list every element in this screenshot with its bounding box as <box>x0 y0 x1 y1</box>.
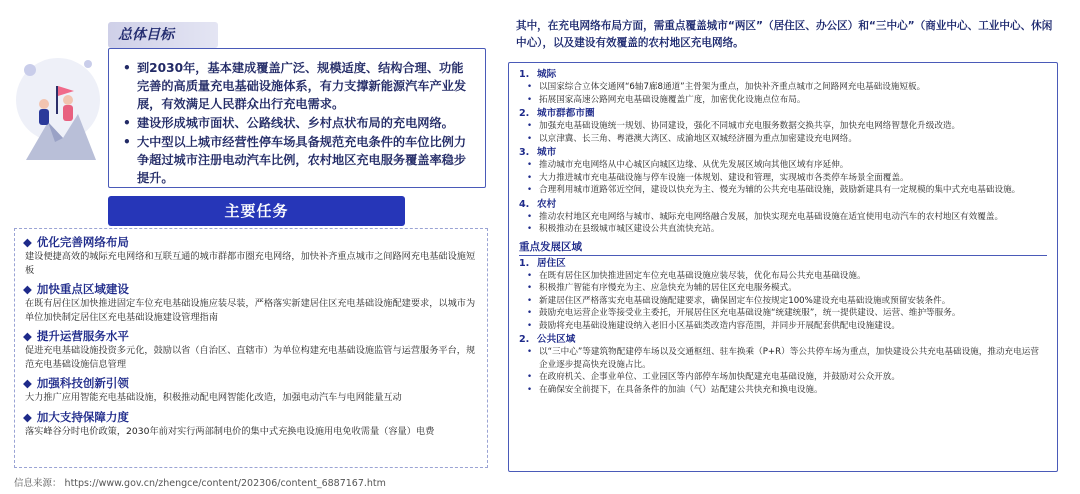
category-item: • 积极推动在县级城市城区建设公共直流快充站。 <box>519 223 1047 236</box>
tasks-banner: 主要任务 <box>108 196 405 226</box>
bullet-icon: ◆ <box>23 282 32 296</box>
tasks-box <box>14 228 488 468</box>
task-desc: 落实峰谷分时电价政策，2030年前对实行两部制电价的集中式充换电设施用电免收需量（容量）电费 <box>25 425 435 437</box>
category-item: • 鼓励将充电基础设施建设纳入老旧小区基础类改造内容范围，并同步开展配套供配电设施建设。 <box>519 320 1047 333</box>
source-line <box>14 475 386 489</box>
task-item <box>23 329 479 371</box>
goal-item: • 大中型以上城市经营性停车场具备规范充电条件的车位比例力争超过城市注册电动汽车比例，农村地区充电服务覆盖率稳步提升。 <box>123 133 475 187</box>
source-link[interactable]: https://www.gov.cn/zhengce/content/202306/content_6887167.htm <box>64 478 386 489</box>
key-region-title: 重点发展区域 <box>519 239 1047 256</box>
category-heading: 2. 城市群都市圈 <box>519 108 595 119</box>
task-title: ◆ 加强科技创新引领 <box>23 376 129 390</box>
category-heading: 1. 城际 <box>519 69 557 80</box>
category-item: • 加强充电基础设施统一规划、协同建设，强化不同城市充电服务数据交换共享，加快充电网络智慧化升级改造。 <box>519 120 1047 133</box>
category-item: • 以国家综合立体交通网“6轴7廊8通道”主骨架为重点，加快补齐重点城市之间路网充电基础设施短板。 <box>519 81 1047 94</box>
task-title: ◆ 优化完善网络布局 <box>23 235 129 249</box>
goal-box <box>108 48 486 188</box>
task-item <box>23 282 479 324</box>
task-desc: 在既有居住区加快推进固定车位充电基础设施应装尽装，严格落实新建居住区充电基础设施配建要求，以城市为单位加快制定居住区充电基础设施建设管理指南 <box>25 298 476 323</box>
bullet-icon: ◆ <box>23 235 32 249</box>
category-item: • 在政府机关、企事业单位、工业园区等内部停车场加快配建充电基础设施，并鼓励对公众开放。 <box>519 371 1047 384</box>
task-item <box>23 376 479 405</box>
task-desc: 大力推广应用智能充电基础设施，积极推动配电网智能化改造，加强电动汽车与电网能量互动 <box>25 392 402 403</box>
task-title: ◆ 提升运营服务水平 <box>23 329 129 343</box>
category-item: • 以京津冀、长三角、粤港澳大湾区、成渝地区双城经济圈为重点加密建设充电网络。 <box>519 133 1047 146</box>
category-heading: 4. 农村 <box>519 198 557 210</box>
goal-tab: 总体目标 <box>108 22 218 48</box>
network-category <box>519 198 1047 236</box>
category-heading: 1. 居住区 <box>519 257 566 269</box>
category-item: • 拓展国家高速公路网充电基础设施覆盖广度，加密优化设施点位布局。 <box>519 94 1047 107</box>
network-category <box>519 107 1047 145</box>
category-item: • 推动城市充电网络从中心城区向城区边缘、从优先发展区域向其他区域有序延伸。 <box>519 159 1047 172</box>
bullet-icon: ◆ <box>23 409 32 424</box>
category-item: • 大力推进城市充电基础设施与停车设施一体规划、建设和管理，实现城市各类停车场景全面覆盖。 <box>519 172 1047 185</box>
intro-text: 其中，在充电网络布局方面，需重点覆盖城市“两区”（居住区、办公区）和“三中心”（商业中心、工业中心、休闲中心），以及建设有效覆盖的农村地区充电网络。 <box>516 20 1053 49</box>
region-category <box>519 257 1047 333</box>
category-item: • 在既有居住区加快推进固定车位充电基础设施应装尽装，优化布局公共充电基础设施。 <box>519 270 1047 283</box>
category-item: • 在确保安全前提下，在具备条件的加油（气）站配建公共快充和换电设施。 <box>519 384 1047 397</box>
task-title: ◆ 加大支持保障力度 <box>23 409 129 424</box>
goal-list <box>123 59 475 187</box>
bullet-icon: ◆ <box>23 329 32 343</box>
task-title: ◆ 加快重点区域建设 <box>23 282 129 296</box>
category-item: • 以“三中心”等建筑物配建停车场以及交通枢纽、驻车换乘（P+R）等公共停车场为重点，加快建设公共充电基础设施，推动充电运营企业逐步提高快充设施占比。 <box>519 346 1047 371</box>
task-desc: 促进充电基础设施投资多元化，鼓励以省（自治区、直辖市）为单位构建充电基础设施监管与运营服务平台，规范充电基础设施信息管理 <box>25 345 476 370</box>
category-heading: 3. 城市 <box>519 147 557 158</box>
task-item <box>23 410 479 439</box>
category-item: • 推动农村地区充电网络与城市、城际充电网络融合发展，加快实现充电基础设施在适宜使用电动汽车的农村地区有效覆盖。 <box>519 211 1047 224</box>
task-item <box>23 235 479 277</box>
category-item: • 鼓励充电运营企业等接受业主委托，开展居住区充电基础设施“统建统服”，统一提供建设、运营、维护等服务。 <box>519 307 1047 320</box>
category-heading: 2. 公共区域 <box>519 334 576 345</box>
goal-item: • 建设形成城市面状、公路线状、乡村点状布局的充电网络。 <box>123 114 475 132</box>
detail-box <box>508 62 1058 472</box>
source-label: 信息来源： <box>14 478 62 489</box>
category-item: • 合理利用城市道路邻近空间，建设以快充为主、慢充为辅的公共充电基础设施，鼓励新建具有一定规模的集中式充电基础设施。 <box>519 184 1047 197</box>
network-category <box>519 68 1047 106</box>
decorative-illustration <box>8 30 108 180</box>
bullet-icon: ◆ <box>23 376 32 390</box>
task-desc: 建设便捷高效的城际充电网络和互联互通的城市群都市圈充电网络，加快补齐重点城市之间路网充电基础设施短板 <box>25 251 476 276</box>
network-category <box>519 146 1047 197</box>
region-category <box>519 333 1047 396</box>
category-item: • 新建居住区严格落实充电基础设施配建要求，确保固定车位按规定100%建设充电基础设施或预留安装条件。 <box>519 295 1047 308</box>
goal-item: • 到2030年，基本建成覆盖广泛、规模适度、结构合理、功能完善的高质量充电基础设施体系，有力支撑新能源汽车产业发展，有效满足人民群众出行充电需求。 <box>123 59 475 113</box>
category-item: • 积极推广智能有序慢充为主、应急快充为辅的居住区充电服务模式。 <box>519 282 1047 295</box>
